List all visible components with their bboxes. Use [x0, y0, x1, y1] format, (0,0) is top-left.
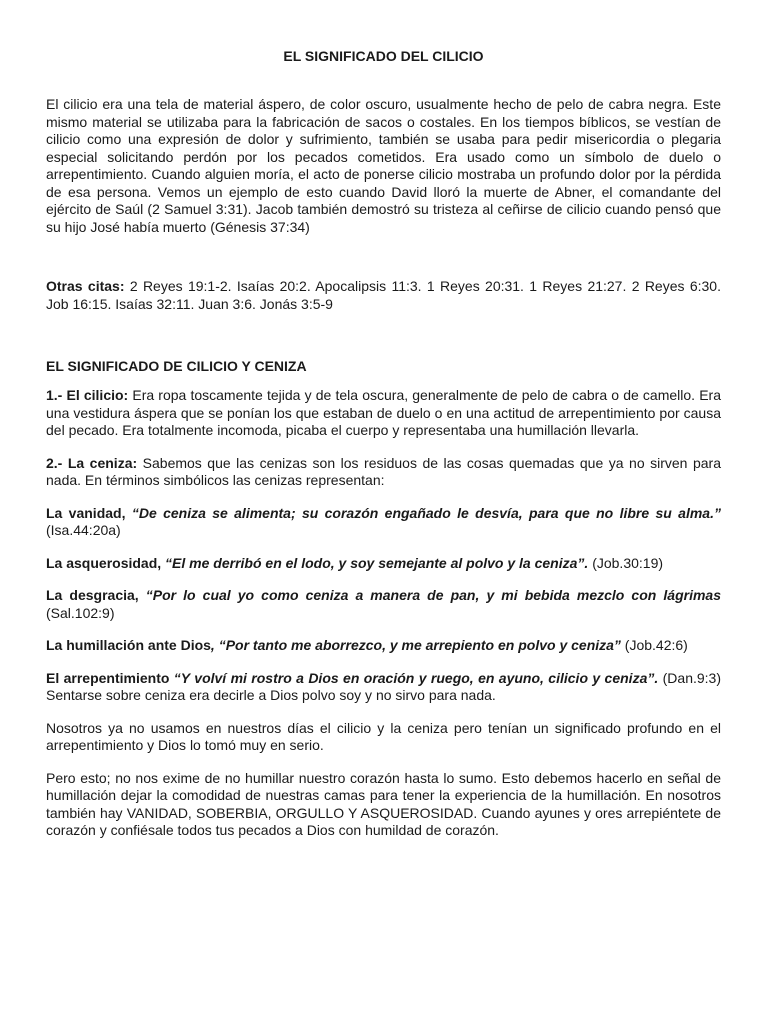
ceniza-label: 2.- La ceniza:: [46, 454, 138, 471]
meaning-extra: Sentarse sobre ceniza era decirle a Dios polvo soy y no sirvo para nada.: [46, 687, 496, 703]
intro-paragraph: El cilicio era una tela de material áspero, de color oscuro, usualmente hecho de pelo de cabra negra. Este mismo material se utilizaba para la fabricación de sacos o costales. En los tiempos bíblicos, se vestían de cilicio como una expresión de dolor y sufrimiento, también se usaba para pedir misericordia o plegaria especial solicitando perdón por los pecados cometidos. Era usado como un símbolo de duelo o arrepentimiento. Cuando alguien moría, el acto de ponerse cilicio mostraba un profundo dolor por la pérdida de esa persona. Vemos un ejemplo de esto cuando David lloró la muerte de Abner, el comandante del ejército de Saúl (2 Samuel 3:31). Jacob también demostró su tristeza al ceñirse de cilicio cuando pensó que su hijo José había muerto (Génesis 37:34): [46, 96, 721, 235]
section-title: EL SIGNIFICADO DE CILICIO Y CENIZA: [46, 358, 307, 374]
meaning-arrepentimiento: [46, 670, 721, 705]
document-title: EL SIGNIFICADO DEL CILICIO: [283, 48, 484, 64]
meaning-label: La vanidad,: [46, 504, 126, 521]
meaning-ref: (Sal.102:9): [46, 604, 115, 621]
meaning-label: El arrepentimiento: [46, 669, 170, 686]
closing-paragraph-1: Nosotros ya no usamos en nuestros días el cilicio y la ceniza pero tenían un significado profundo en el arrepentimiento y Dios lo tomó muy en serio.: [46, 719, 721, 753]
cilicio-text: Era ropa toscamente tejida y de tela oscura, generalmente de pelo de cabra o de camello. Era una vestidura áspera que se ponían los que estaban de duelo o en una actitud de arrepentimiento por causa del pecado. Era totalmente incomoda, picaba el cuerpo y representaba una humillación llevarla.: [46, 387, 721, 438]
other-citations-paragraph: [46, 278, 721, 313]
cilicio-label: 1.- El cilicio:: [46, 387, 129, 403]
meaning-vanidad: [46, 505, 721, 540]
meaning-label: La humillación ante Dios: [46, 637, 211, 653]
meaning-quote: “Y volví mi rostro a Dios en oración y ruego, en ayuno, cilicio y ceniza”.: [169, 669, 659, 686]
meaning-asquerosidad: [46, 555, 721, 573]
other-citations-text: 2 Reyes 19:1-2. Isaías 20:2. Apocalipsis 11:3. 1 Reyes 20:31. 1 Reyes 21:27. 2 Reyes 6:30. Job 16:15. Isaías 32:11. Juan 3:6. Jonás 3:5-9: [46, 278, 721, 312]
ceniza-paragraph: [46, 455, 721, 490]
meaning-ref: (Isa.44:20a): [46, 522, 121, 538]
ceniza-text: Sabemos que las cenizas son los residuos de las cosas quemadas que ya no sirven para nada. En términos simbólicos las cenizas representan:: [46, 454, 721, 488]
meaning-quote: “De ceniza se alimenta; su corazón engañado le desvía, para que no libre su alma.”: [125, 504, 721, 521]
meaning-label: La asquerosidad,: [46, 554, 162, 571]
meaning-quote: “Por lo cual yo como ceniza a manera de pan, y mi bebida mezclo con lágrimas: [138, 587, 721, 603]
meaning-quote: “El me derribó en el lodo, y soy semejante al polvo y la ceniza”.: [161, 554, 589, 571]
meaning-label: La desgracia,: [46, 587, 139, 603]
meaning-ref: (Dan.9:3): [658, 669, 721, 686]
meaning-ref: (Job.30:19): [588, 554, 664, 571]
meaning-quote: , “Por tanto me aborrezco, y me arrepiento en polvo y ceniza”: [210, 637, 621, 653]
cilicio-paragraph: [46, 387, 721, 440]
meaning-humillacion: [46, 637, 721, 655]
document-page: [46, 46, 721, 855]
closing-paragraph-2: Pero esto; no nos exime de no humillar nuestro corazón hasta lo sumo. Esto debemos hacerlo en señal de humillación dejar la comodidad de nuestras camas para tener la experiencia de la humillación. En nosotros también hay VANIDAD, SOBERBIA, ORGULLO Y ASQUEROSIDAD. Cuando ayunes y ores arrepiéntete de corazón y confiésale todos tus pecados a Dios con humildad de corazón.: [46, 769, 721, 838]
meaning-ref: (Job.42:6): [620, 637, 688, 653]
meaning-desgracia: [46, 587, 721, 622]
other-citations-label: Otras citas:: [46, 278, 125, 294]
